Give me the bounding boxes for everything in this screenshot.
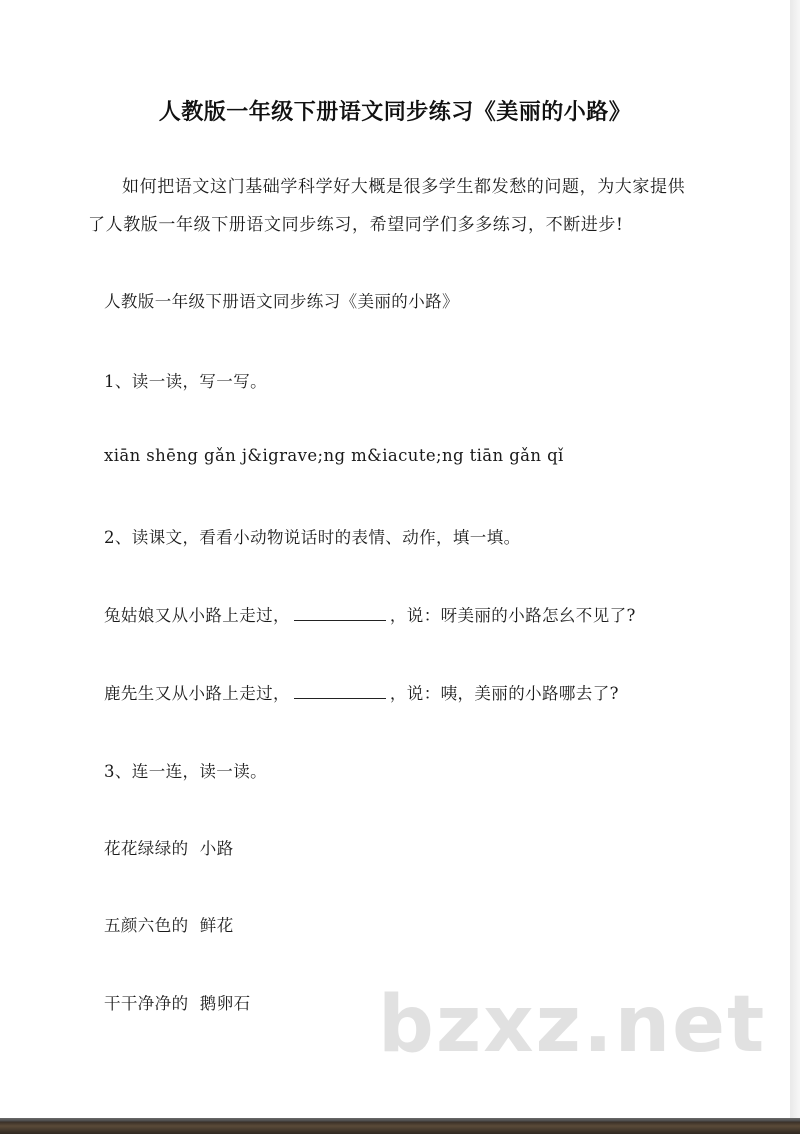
bottom-strip: [0, 1118, 800, 1134]
blank-underline-1: [294, 606, 386, 621]
pinyin-line: xiān shēng gǎn j&igrave;ng m&iacute;ng tiān gǎn qǐ: [104, 446, 564, 465]
question-3: 3、连一连，读一读。: [104, 762, 267, 781]
fill-blank-1-before: 兔姑娘又从小路上走过，: [104, 606, 290, 625]
fill-blank-2-after: ，说：咦，美丽的小路哪去了?: [389, 684, 619, 703]
question-1: 1、读一读，写一写。: [104, 372, 267, 391]
match-item-1: 花花绿绿的 小路: [104, 839, 234, 858]
intro-paragraph: 如何把语文这门基础学科学好大概是很多学生都发愁的问题，为大家提供了人教版一年级下册语文同步练习，希望同学们多多练习，不断进步!: [88, 177, 686, 235]
blank-underline-2: [294, 684, 386, 699]
fill-blank-line-1: [104, 602, 636, 626]
match-item-3: 干干净净的 鹅卵石: [104, 994, 251, 1013]
fill-blank-2-before: 鹿先生又从小路上走过，: [104, 684, 290, 703]
fill-blank-line-2: [104, 680, 619, 704]
question-2: 2、读课文，看看小动物说话时的表情、动作，填一填。: [104, 528, 521, 547]
page-edge-shadow: [790, 0, 800, 1134]
fill-blank-1-after: ，说：呀美丽的小路怎幺不见了?: [389, 606, 636, 625]
exercise-subtitle: 人教版一年级下册语文同步练习《美丽的小路》: [104, 292, 459, 311]
document-title: 人教版一年级下册语文同步练习《美丽的小路》: [158, 100, 632, 125]
match-item-2: 五颜六色的 鲜花: [104, 916, 234, 935]
site-watermark: bzxz.net: [378, 980, 767, 1070]
